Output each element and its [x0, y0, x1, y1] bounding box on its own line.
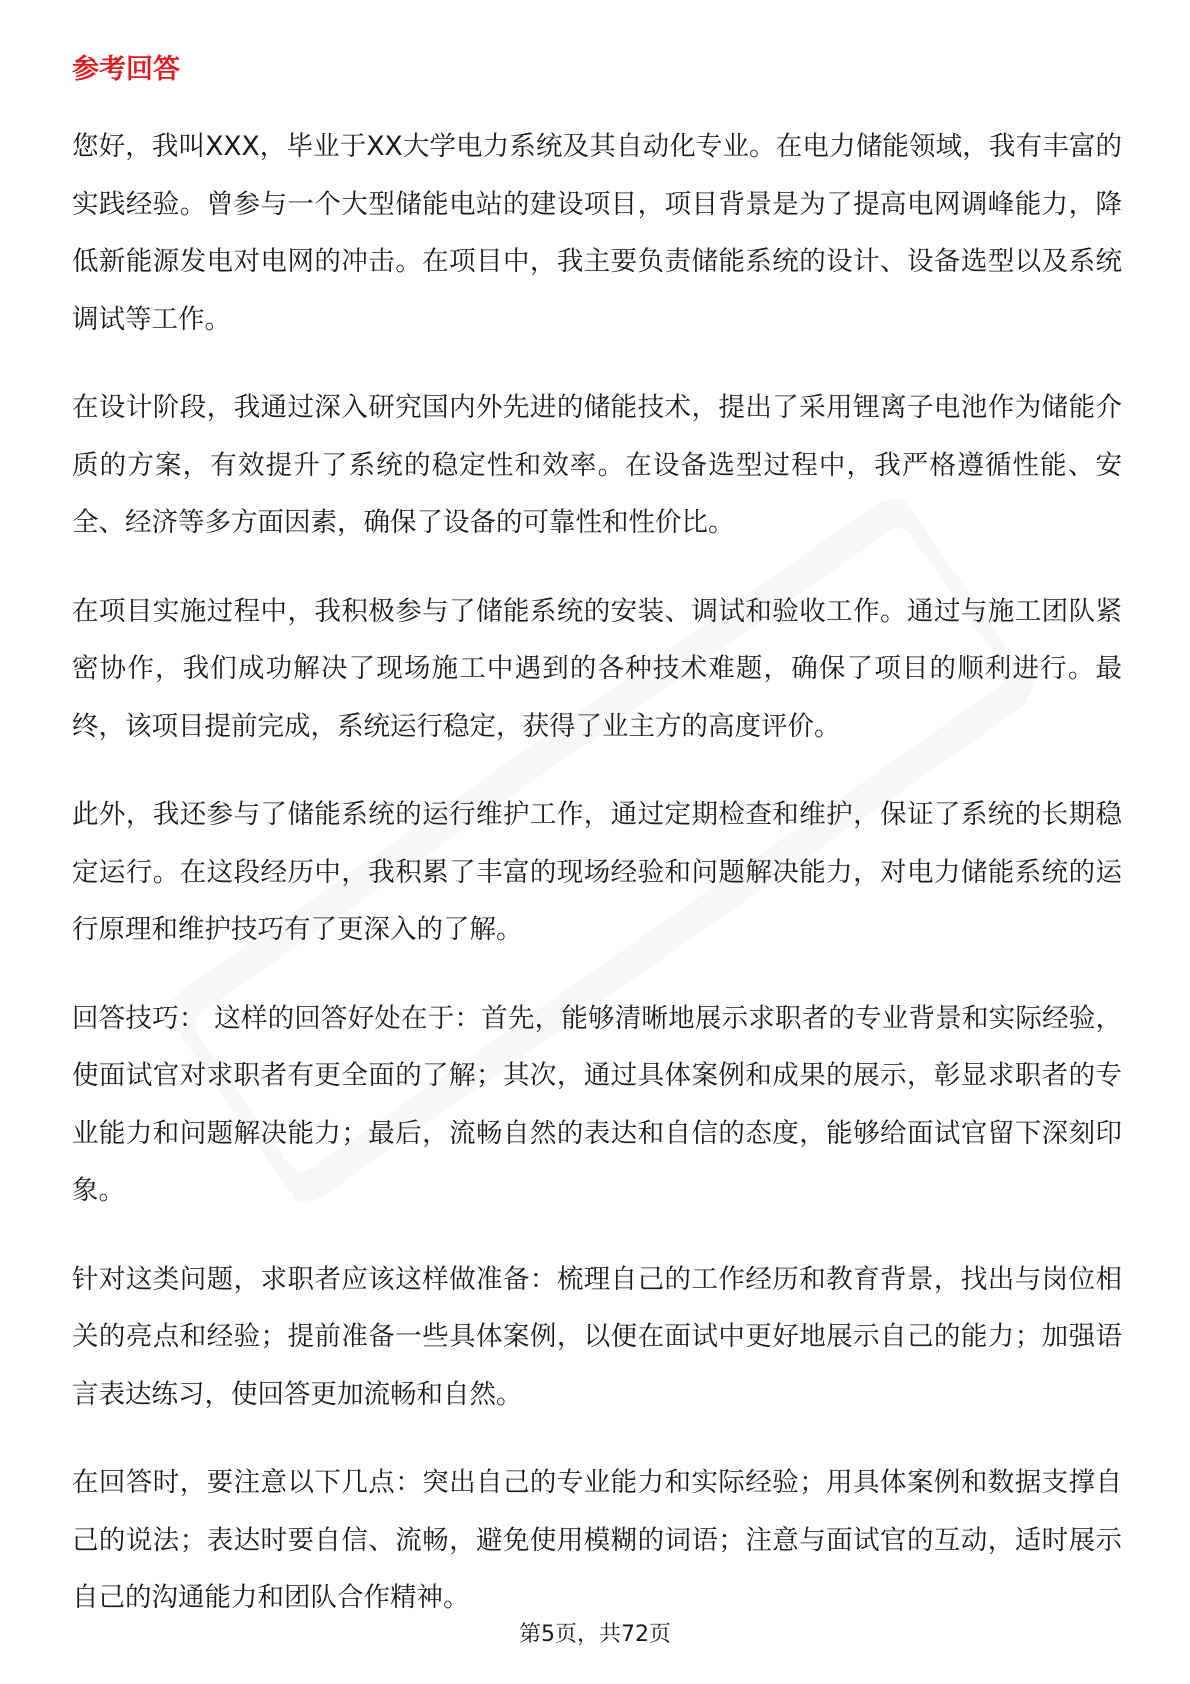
paragraph-maintenance: 此外，我还参与了储能系统的运行维护工作，通过定期检查和维护，保证了系统的长期稳定运行。在这段经历中，我积累了丰富的现场经验和问题解决能力，对电力储能系统的运行原理和维护技巧有了更深入的了解。 [72, 799, 1122, 945]
paragraph-answer-tips: 回答技巧： 这样的回答好处在于：首先，能够清晰地展示求职者的专业背景和实际经验，使面试官对求职者有更全面的了解；其次，通过具体案例和成果的展示，彰显求职者的专业能力和问题解决能力；最后，流畅自然的表达和自信的态度，能够给面试官留下深刻印象。 [72, 1002, 1122, 1206]
section-heading: 参考回答 [72, 54, 180, 85]
page-number: 第5页，共72页 [519, 1622, 671, 1647]
paragraph-notes: 在回答时，要注意以下几点：突出自己的专业能力和实际经验；用具体案例和数据支撑自己的说法；表达时要自信、流畅，避免使用模糊的词语；注意与面试官的互动，适时展示自己的沟通能力和团队合作精神。 [72, 1467, 1122, 1613]
answer-body [72, 118, 1122, 1658]
paragraph-intro: 您好，我叫XXX，毕业于XX大学电力系统及其自动化专业。在电力储能领域，我有丰富的实践经验。曾参与一个大型储能电站的建设项目，项目背景是为了提高电网调峰能力，降低新能源发电对电网的冲击。在项目中，我主要负责储能系统的设计、设备选型以及系统调试等工作。 [72, 131, 1122, 335]
paragraph-design-phase: 在设计阶段，我通过深入研究国内外先进的储能技术，提出了采用锂离子电池作为储能介质的方案，有效提升了系统的稳定性和效率。在设备选型过程中，我严格遵循性能、安全、经济等多方面因素，确保了设备的可靠性和性价比。 [72, 392, 1122, 538]
paragraph-preparation: 针对这类问题，求职者应该这样做准备：梳理自己的工作经历和教育背景，找出与岗位相关的亮点和经验；提前准备一些具体案例，以便在面试中更好地展示自己的能力；加强语言表达练习，使回答更加流畅和自然。 [72, 1263, 1122, 1410]
paragraph-implementation: 在项目实施过程中，我积极参与了储能系统的安装、调试和验收工作。通过与施工团队紧密协作，我们成功解决了现场施工中遇到的各种技术难题，确保了项目的顺利进行。最终，该项目提前完成，系统运行稳定，获得了业主方的高度评价。 [72, 595, 1122, 742]
